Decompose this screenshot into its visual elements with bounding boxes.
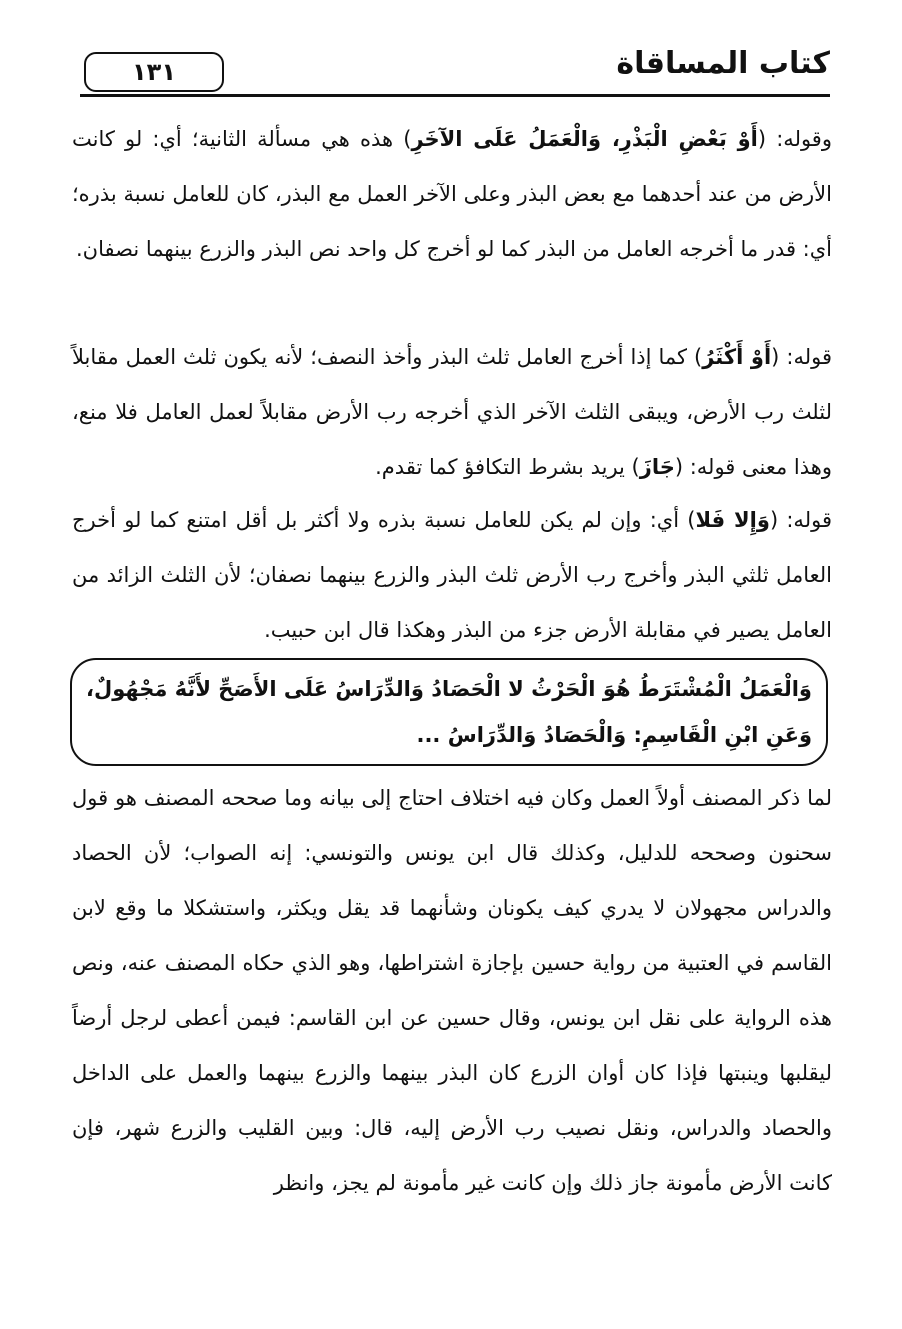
- quoted-matn-2: جَازَ: [639, 455, 675, 479]
- header-divider: [80, 94, 830, 97]
- quoted-matn: وَإِلا فَلا: [695, 508, 770, 532]
- paragraph-1: [72, 112, 832, 277]
- paragraph-body: ) أي: وإن لم يكن للعامل نسبة بذره ولا أكثر بل أقل امتنع كما لو أخرج العامل ثلثي البذر وأخرج رب الأرض ثلث البذر والزرع بينهما نصفان؛ لأن الثلث الزائد من العامل يصير في مقابلة الأرض جزء من البذر وهكذا قال ابن حبيب.: [72, 508, 832, 642]
- commentary-text: لما ذكر المصنف أولاً العمل وكان فيه اختلاف احتاج إلى بيانه وما صححه المصنف هو قول سحنون وصححه للدليل، وكذلك قال ابن يونس والتونسي: إنه الصواب؛ لأن الحصاد والدراس مجهولان لا يدري كيف يكونان وشأنهما قد يقل ويكثر، واستشكلا ما وقع لابن القاسم في العتبية من رواية حسين بإجازة اشتراطها، وهو الذي حكاه المصنف عنه، ونص هذه الرواية على نقل ابن يونس، وقال حسين عن ابن القاسم: فيمن أعطى لرجل أرضاً ليقلبها وينبتها فإذا كان أوان الزرع كان البذر بينهما والزرع بينهما والعمل على الداخل والحصاد والدراس، ونقل نصيب رب الأرض إليه، قال: وبين القليب والزرع شهر، فإن كانت الأرض مأمونة جاز ذلك وإن كانت غير مأمونة لم يجز، وانظر: [72, 786, 832, 1195]
- paragraph-lead: قوله: (: [771, 345, 832, 369]
- paragraph-body: ) كما إذا أخرج العامل ثلث البذر وأخذ النصف؛ لأنه يكون ثلث العمل مقابلاً لثلث رب الأرض، ويبقى الثلث الآخر الذي أخرجه رب الأرض مقابلاً لعمل العامل فلا منع، وهذا معنى قوله: (: [72, 345, 832, 479]
- book-title: كتاب المساقاة: [616, 46, 830, 81]
- matn-text: وَالْعَمَلُ الْمُشْتَرَطُ هُوَ الْحَرْثُ لا الْحَصَادُ وَالدِّرَاسُ عَلَى الأَصَحِّ لأَنَّهُ مَجْهُولٌ، وَعَنِ ابْنِ الْقَاسِمِ: وَالْحَصَادُ وَالدِّرَاسُ ...: [86, 677, 812, 747]
- commentary-paragraph: [72, 771, 832, 1211]
- paragraph-body: ) هذه هي مسألة الثانية؛ أي: لو كانت الأرض من عند أحدهما مع بعض البذر وعلى الآخر العمل مع البذر، كان للعامل نسبة بذره؛ أي: قدر ما أخرجه العامل من البذر كما لو أخرج كل واحد نص البذر والزرع بينهما نصفان.: [72, 127, 832, 261]
- paragraph-3: [72, 493, 832, 658]
- paragraph-lead: وقوله: (: [757, 127, 832, 151]
- paragraph-2: [72, 330, 832, 495]
- quoted-matn: أَوْ بَعْضِ الْبَذْرِ، وَالْعَمَلُ عَلَى الآخَرِ: [411, 127, 758, 151]
- page-number-text: ١٣١: [132, 58, 176, 86]
- page-header: [72, 44, 830, 100]
- paragraph-lead: قوله: (: [769, 508, 832, 532]
- quoted-matn: أَوْ أَكْثَرُ: [702, 345, 772, 369]
- matn-box: [70, 658, 828, 766]
- paragraph-body-2: ) يريد بشرط التكافؤ كما تقدم.: [375, 455, 640, 479]
- page-number: [84, 52, 224, 92]
